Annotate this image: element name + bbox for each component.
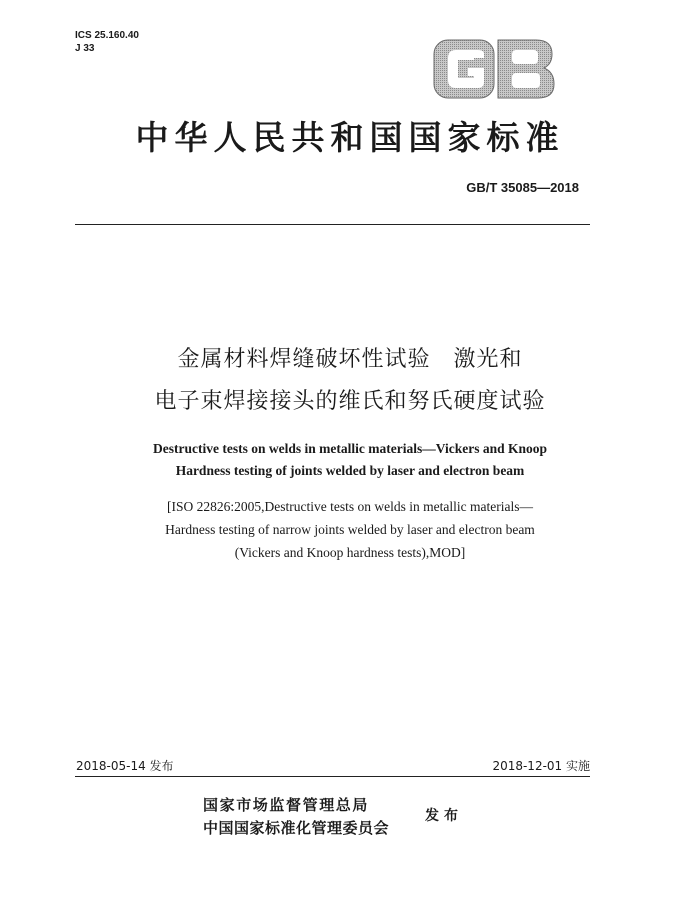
national-standard-title: 中华人民共和国国家标准 [135,118,565,157]
publish-label: 发布 [425,808,463,824]
issue-date: 2018-05-14 发布 [76,759,174,773]
ics-code: ICS 25.160.40 [75,30,139,41]
iso-reference-line-1: [ISO 22826:2005,Destructive tests on welds in metallic materials— [167,499,533,514]
gb-logo [432,38,556,100]
english-title-line-1: Destructive tests on welds in metallic materials—Vickers and Knoop [153,441,547,456]
implementation-date: 2018-12-01 实施 [492,759,590,773]
ccs-code: J 33 [75,43,95,54]
standard-number: GB/T 35085—2018 [466,180,579,195]
footer-rule [75,776,590,777]
english-title-line-2: Hardness testing of joints welded by laser and electron beam [175,463,525,478]
header-rule [75,224,590,225]
gb-logo-text: GB [432,38,434,39]
chinese-title-line-2: 电子束焊接接头的维氏和努氏硬度试验 [154,389,546,414]
iso-reference-line-2: Hardness testing of narrow joints welded by laser and electron beam [165,522,535,537]
issuer-line-1: 国家市场监督管理总局 [203,796,370,814]
issuer-line-2: 中国国家标准化管理委员会 [203,819,390,837]
iso-reference-line-3: (Vickers and Knoop hardness tests),MOD] [234,545,466,560]
chinese-title-line-1: 金属材料焊缝破坏性试验 激光和 [177,347,523,372]
